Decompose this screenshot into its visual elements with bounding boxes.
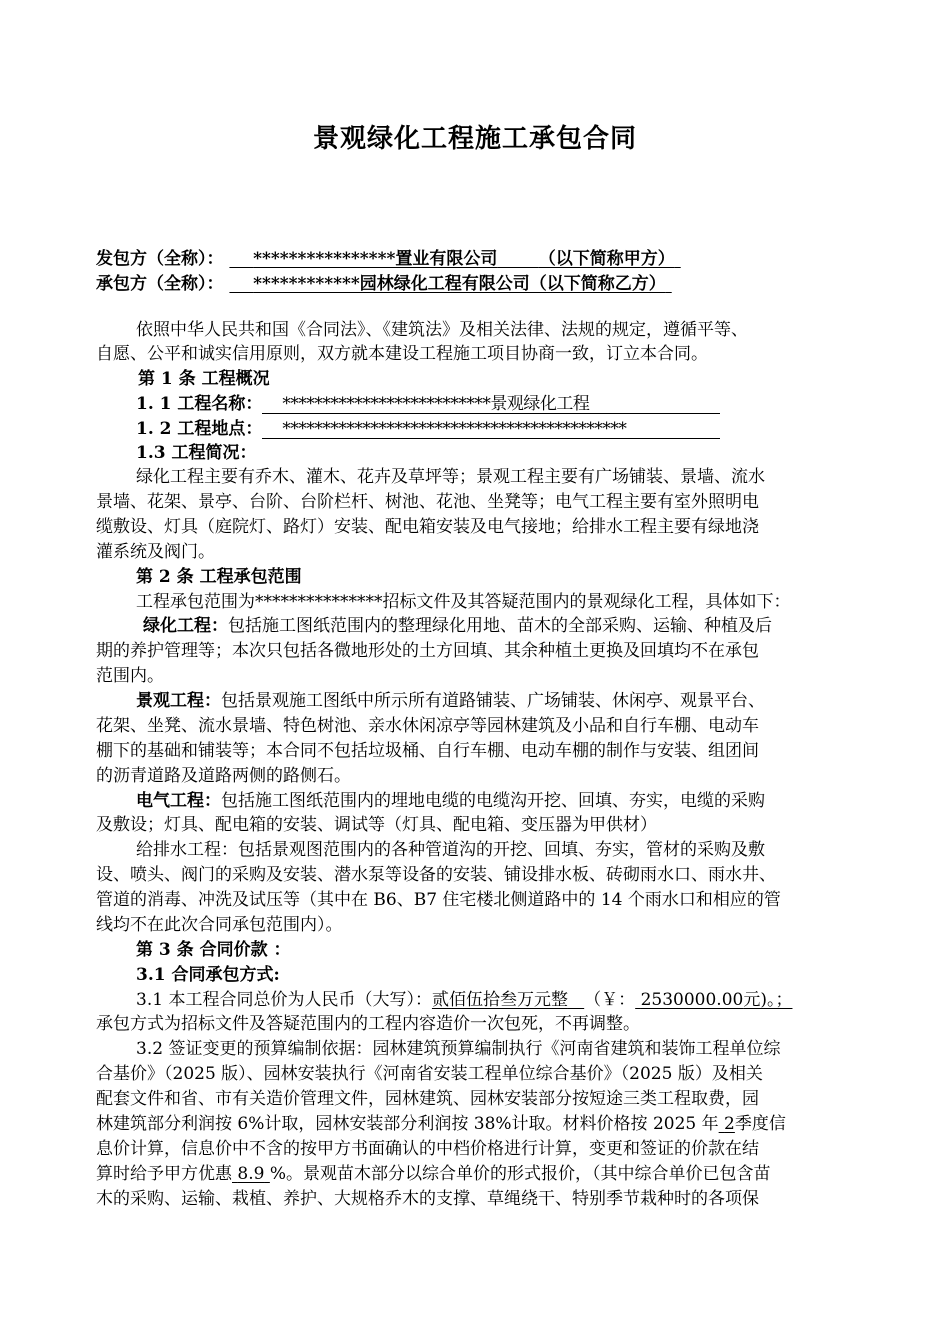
project-brief-line: 缆敷设、灯具（庭院灯、路灯）安装、配电箱安装及电气接地；给排水工程主要有绿地浇 bbox=[96, 517, 759, 537]
project-brief-label: 1.3 工程简况： bbox=[136, 443, 257, 463]
contract-price-amount: 2530000.00 bbox=[640, 990, 744, 1010]
budget-basis-line: 木的采购、运输、栽植、养护、大规格乔木的支撑、草绳绕干、特别季节栽种时的各项保 bbox=[96, 1189, 759, 1209]
project-name-label: 1. 1 工程名称： bbox=[136, 394, 263, 414]
contract-price-line: 3.1 本工程合同总价为人民币（大写）：贰佰伍拾叁万元整 （￥： 2530000.00元)。； bbox=[136, 990, 793, 1010]
electric-line: 及敷设；灯具、配电箱的安装、调试等（灯具、配电箱、变压器为甲供材） bbox=[96, 815, 657, 835]
budget-basis-line: 息价计算，信息价中不含的按甲方书面确认的中档价格进行计算，变更和签证的价款在结 bbox=[96, 1139, 759, 1159]
landscape-line: 的沥青道路及道路两侧的路侧石。 bbox=[96, 766, 351, 786]
contract-price-words: 贰佰伍拾叁万元整 bbox=[431, 990, 568, 1010]
party-b-label: 承包方（全称）： bbox=[96, 274, 224, 294]
budget-basis-line: 3.2 签证变更的预算编制依据：园林建筑预算编制执行《河南省建筑和装饰工程单位综 bbox=[136, 1039, 781, 1059]
party-b-line bbox=[96, 269, 672, 294]
project-brief-line: 绿化工程主要有乔木、灌木、花卉及草坪等；景观工程主要有广场铺装、景墙、流水 bbox=[136, 467, 765, 487]
water-line: 线均不在此次合同承包范围内）。 bbox=[96, 915, 343, 935]
electric-label: 电气工程： bbox=[136, 791, 221, 811]
preamble-line: 自愿、公平和诚实信用原则，双方就本建设工程施工项目协商一致，订立本合同。 bbox=[96, 344, 708, 364]
discount-percent-value: 8.9 bbox=[237, 1164, 265, 1184]
contract-method-line: 承包方式为招标文件及答疑范围内的工程内容造价一次包死，不再调整。 bbox=[96, 1014, 640, 1034]
project-brief-line: 景墙、花架、景亭、台阶、台阶栏杆、树池、花池、坐凳等；电气工程主要有室外照明电 bbox=[96, 492, 759, 512]
water-line: 设、喷头、阀门的采购及安装、潜水泵等设备的安装、铺设排水板、砖砌雨水口、雨水井、 bbox=[96, 865, 776, 885]
water-line: 给排水工程：包括景观图范围内的各种管道沟的开挖、回填、夯实，管材的采购及敷 bbox=[136, 840, 765, 860]
article-1-heading: 第 1 条 工程概况 bbox=[138, 369, 270, 389]
project-location-line bbox=[136, 417, 866, 441]
water-line: 管道的消毒、冲洗及试压等（其中在 B6、B7 住宅楼北侧道路中的 14 个雨水口和相应的管 bbox=[96, 890, 781, 910]
landscape-line: 棚下的基础和铺装等；本合同不包括垃圾桶、自行车棚、电动车棚的制作与安装、组团间 bbox=[96, 741, 759, 761]
article-3-heading: 第 3 条 合同价款 ： bbox=[136, 940, 291, 960]
greening-line: 绿化工程：包括施工图纸范围内的整理绿化用地、苗木的全部采购、运输、种植及后 bbox=[143, 616, 772, 636]
party-a-name: ****************置业有限公司 （以下简称甲方） bbox=[253, 249, 675, 269]
greening-line: 期的养护管理等；本次只包括各微地形处的土方回填、其余种植土更换及回填均不在承包 bbox=[96, 641, 759, 661]
party-a-suffix: （以下简称甲方） bbox=[538, 249, 675, 269]
preamble-line: 依照中华人民共和国《合同法》、《建筑法》及相关法律、法规的规定，遵循平等、 bbox=[136, 320, 748, 340]
greening-line: 范围内。 bbox=[96, 666, 164, 686]
price-quarter-value: 2 bbox=[724, 1114, 735, 1134]
project-location-label: 1. 2 工程地点： bbox=[136, 419, 263, 439]
project-location-value: ******************************************* bbox=[282, 419, 627, 439]
electric-line: 电气工程：包括施工图纸范围内的埋地电缆的电缆沟开挖、回填、夯实，电缆的采购 bbox=[136, 791, 765, 811]
greening-label: 绿化工程： bbox=[143, 616, 228, 636]
project-name-value: **************************景观绿化工程 bbox=[282, 394, 590, 414]
landscape-line: 花架、坐凳、流水景墙、特色树池、亲水休闲凉亭等园林建筑及小品和自行车棚、电动车 bbox=[96, 716, 759, 736]
party-b-name: ************园林绿化工程有限公司（以下简称乙方） bbox=[253, 274, 666, 294]
document-title: 景观绿化工程施工承包合同 bbox=[312, 124, 637, 154]
contract-method-heading: 3.1 合同承包方式: bbox=[136, 965, 280, 985]
party-a-line bbox=[96, 244, 681, 269]
article-2-heading: 第 2 条 工程承包范围 bbox=[136, 567, 302, 587]
landscape-line: 景观工程：包括景观施工图纸中所示所有道路铺装、广场铺装、休闲亭、观景平台、 bbox=[136, 691, 765, 711]
landscape-label: 景观工程： bbox=[136, 691, 221, 711]
party-a-label: 发包方（全称）： bbox=[96, 249, 224, 269]
budget-basis-line: 林建筑部分利润按 6%计取，园林安装部分利润按 38%计取。材料价格按 2025 年 2季度信 bbox=[96, 1114, 786, 1134]
scope-intro: 工程承包范围为***************招标文件及其答疑范围内的景观绿化工程，具体如下： bbox=[136, 592, 791, 612]
budget-basis-line: 算时给予甲方优惠 8.9 %。景观苗木部分以综合单价的形式报价，（其中综合单价已包含苗 bbox=[96, 1164, 771, 1184]
budget-basis-line: 配套文件和省、市有关造价管理文件，园林建筑、园林安装部分按短途三类工程取费，园 bbox=[96, 1089, 759, 1109]
project-brief-line: 灌系统及阀门。 bbox=[96, 542, 215, 562]
project-name-line bbox=[136, 392, 866, 416]
budget-basis-line: 合基价》（2025 版）、园林安装执行《河南省安装工程单位综合基价》（2025 版）及相关 bbox=[96, 1064, 763, 1084]
